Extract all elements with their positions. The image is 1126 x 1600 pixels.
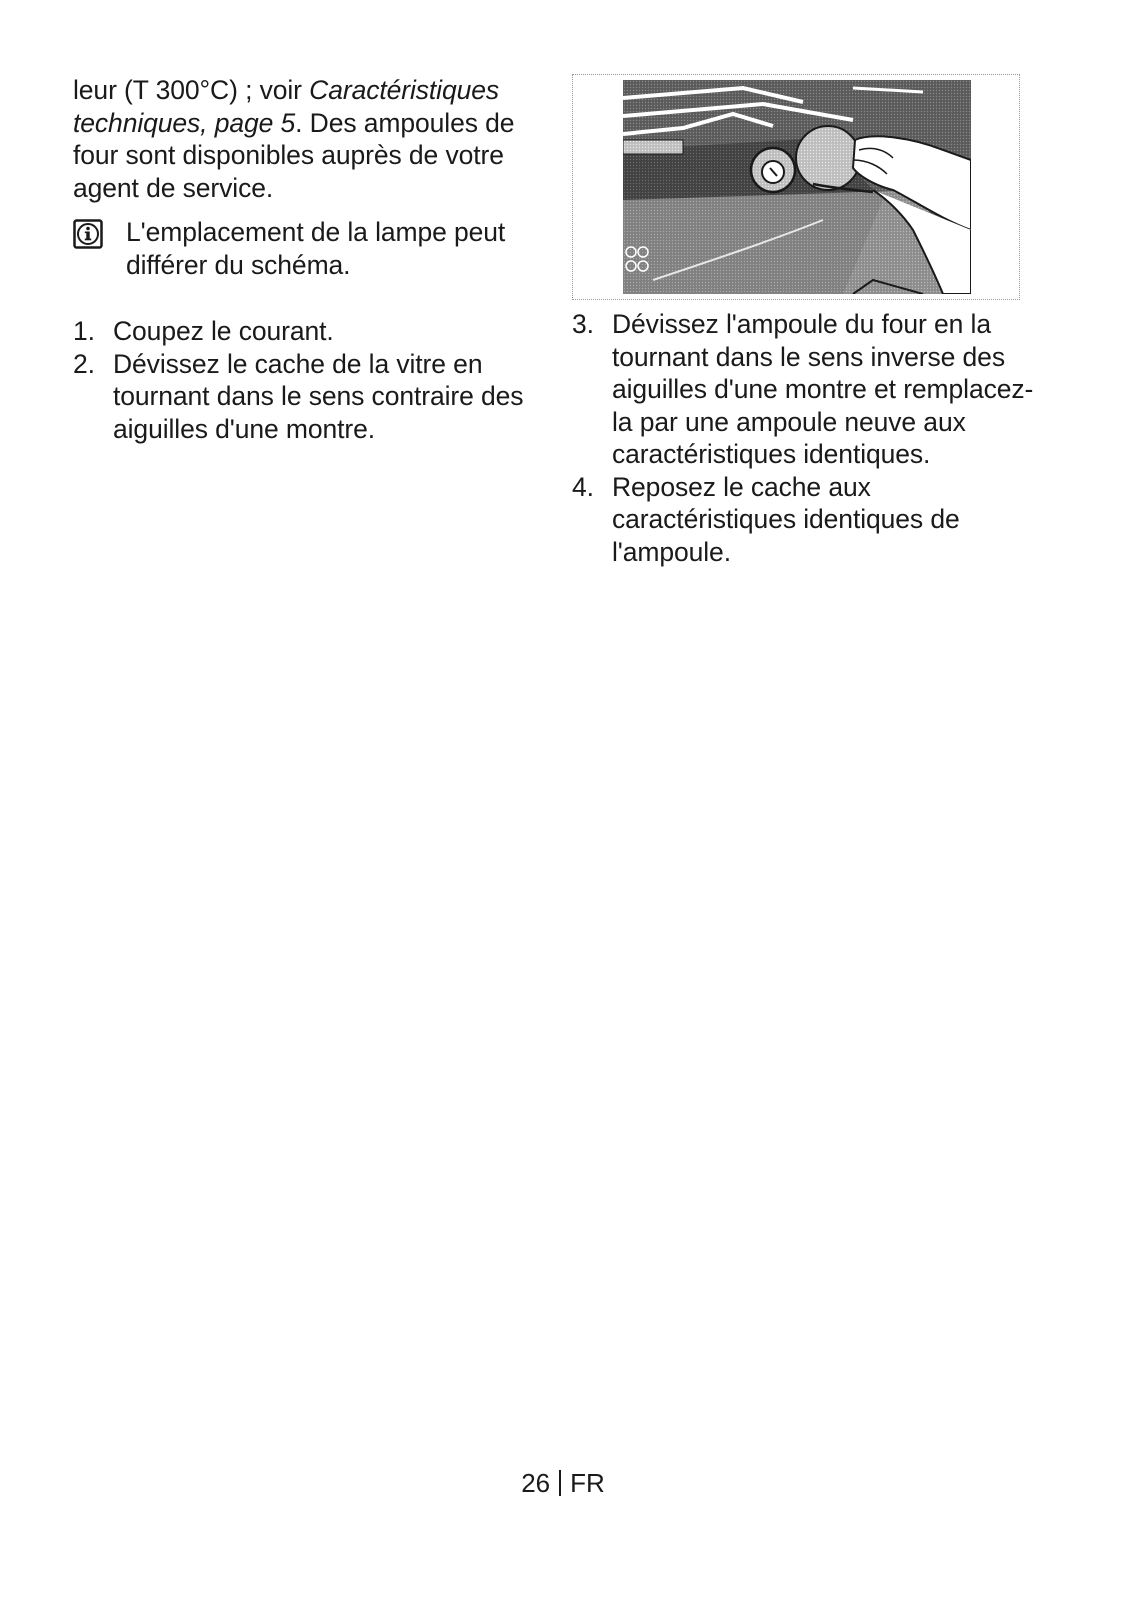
step-number: 2. xyxy=(73,348,95,379)
footer-divider xyxy=(559,1470,561,1496)
step-item xyxy=(572,471,1042,569)
info-icon xyxy=(73,219,103,249)
steps-list-right xyxy=(572,308,1042,568)
info-note xyxy=(73,216,543,281)
step-number: 4. xyxy=(572,471,594,502)
steps-list-left xyxy=(73,315,543,445)
step-number: 3. xyxy=(572,309,594,339)
left-column xyxy=(73,74,543,445)
intro-text-end: . Des ampoules de four sont disponibles auprès de votre agent de service. xyxy=(73,107,515,203)
intro-paragraph xyxy=(73,74,543,204)
lamp-illustration xyxy=(572,74,1020,300)
intro-text-start: leur (T 300°C) ; voir xyxy=(73,75,310,105)
step-text: Reposez le cache aux caractéristiques identiques de l'ampoule. xyxy=(612,471,960,567)
step-number: 1. xyxy=(73,316,95,346)
oven-lamp-image xyxy=(623,80,971,294)
step-item xyxy=(73,315,543,348)
step-text: Dévissez le cache de la vitre en tournant dans le sens contraire des aiguilles d'une montre. xyxy=(113,348,524,444)
page-footer xyxy=(0,1468,1126,1498)
step-item xyxy=(73,348,543,446)
step-text: Coupez le courant. xyxy=(113,316,334,346)
step-text: Dévissez l'ampoule du four en la tournant dans le sens inverse des aiguilles d'une montre et remplacez-la par une ampoule neuve aux caractéristiques identiques. xyxy=(612,309,1034,469)
page-number: 26 xyxy=(521,1468,551,1498)
right-column xyxy=(572,74,1042,568)
note-text: L'emplacement de la lampe peut différer du schéma. xyxy=(126,217,506,280)
language-code: FR xyxy=(570,1468,605,1498)
step-item xyxy=(572,308,1042,471)
cross-reference-link[interactable]: Caractéristiques techniques, page 5 xyxy=(73,75,500,138)
